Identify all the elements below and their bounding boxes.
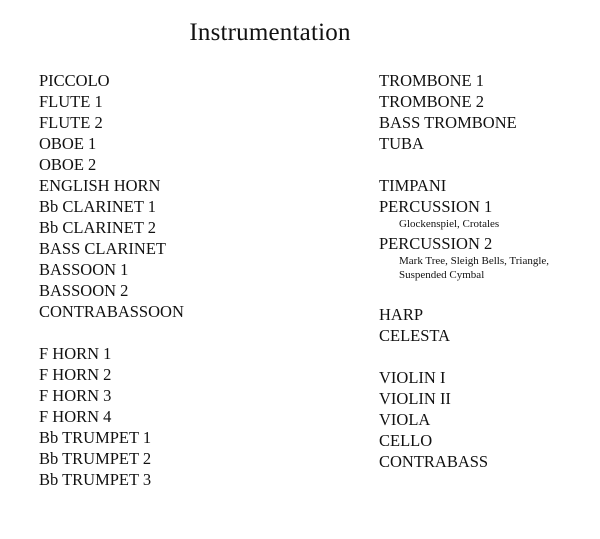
percussion-2-note-line-1: Mark Tree, Sleigh Bells, Triangle, bbox=[399, 255, 550, 267]
instrument-english-horn: ENGLISH HORN bbox=[39, 176, 161, 195]
instrument-contrabassoon: CONTRABASSOON bbox=[39, 302, 184, 321]
instrument-trumpet-3: Bb TRUMPET 3 bbox=[39, 470, 152, 489]
instrument-horn-3: F HORN 3 bbox=[39, 386, 112, 405]
instrument-viola: VIOLA bbox=[379, 410, 431, 429]
section-spacer bbox=[379, 154, 594, 175]
instrument-celesta: CELESTA bbox=[379, 326, 451, 345]
instrument-oboe-1: OBOE 1 bbox=[39, 134, 97, 153]
strings-section bbox=[379, 367, 594, 472]
instrument-percussion-1: PERCUSSION 1 bbox=[379, 197, 493, 216]
instrument-clarinet-2: Bb CLARINET 2 bbox=[39, 218, 157, 237]
instrument-trumpet-1: Bb TRUMPET 1 bbox=[39, 428, 152, 447]
instrument-bassoon-1: BASSOON 1 bbox=[39, 260, 129, 279]
percussion-section bbox=[379, 175, 594, 282]
instrument-flute-1: FLUTE 1 bbox=[39, 92, 103, 111]
instrument-cello: CELLO bbox=[379, 431, 433, 450]
instrument-timpani: TIMPANI bbox=[379, 176, 447, 195]
instrument-piccolo: PICCOLO bbox=[39, 71, 110, 90]
page-title: Instrumentation bbox=[189, 19, 351, 46]
woodwinds-section bbox=[39, 70, 319, 322]
brass-section bbox=[39, 343, 319, 490]
instrument-trombone-1: TROMBONE 1 bbox=[379, 71, 484, 90]
instrument-horn-2: F HORN 2 bbox=[39, 365, 112, 384]
instrument-violin-1: VIOLIN I bbox=[379, 368, 446, 387]
instrument-contrabass: CONTRABASS bbox=[379, 452, 489, 471]
instrument-bass-clarinet: BASS CLARINET bbox=[39, 239, 166, 258]
instrument-flute-2: FLUTE 2 bbox=[39, 113, 103, 132]
section-spacer bbox=[379, 282, 594, 304]
instrument-trombone-2: TROMBONE 2 bbox=[379, 92, 484, 111]
percussion-2-note-line-2: Suspended Cymbal bbox=[399, 269, 485, 281]
instrument-oboe-2: OBOE 2 bbox=[39, 155, 97, 174]
instrument-percussion-2: PERCUSSION 2 bbox=[379, 234, 493, 253]
instrument-horn-4: F HORN 4 bbox=[39, 407, 112, 426]
left-column bbox=[39, 70, 319, 490]
low-brass-section bbox=[379, 70, 594, 154]
instrument-bass-trombone: BASS TROMBONE bbox=[379, 113, 517, 132]
right-column bbox=[379, 70, 594, 472]
instrument-tuba: TUBA bbox=[379, 134, 424, 153]
instrument-bassoon-2: BASSOON 2 bbox=[39, 281, 129, 300]
instrument-trumpet-2: Bb TRUMPET 2 bbox=[39, 449, 152, 468]
instrument-horn-1: F HORN 1 bbox=[39, 344, 112, 363]
keyboards-section bbox=[379, 304, 594, 346]
instrument-harp: HARP bbox=[379, 305, 424, 324]
section-spacer bbox=[379, 346, 594, 367]
percussion-1-note: Glockenspiel, Crotales bbox=[399, 218, 500, 230]
instrument-violin-2: VIOLIN II bbox=[379, 389, 451, 408]
instrument-clarinet-1: Bb CLARINET 1 bbox=[39, 197, 157, 216]
section-spacer bbox=[39, 322, 319, 343]
